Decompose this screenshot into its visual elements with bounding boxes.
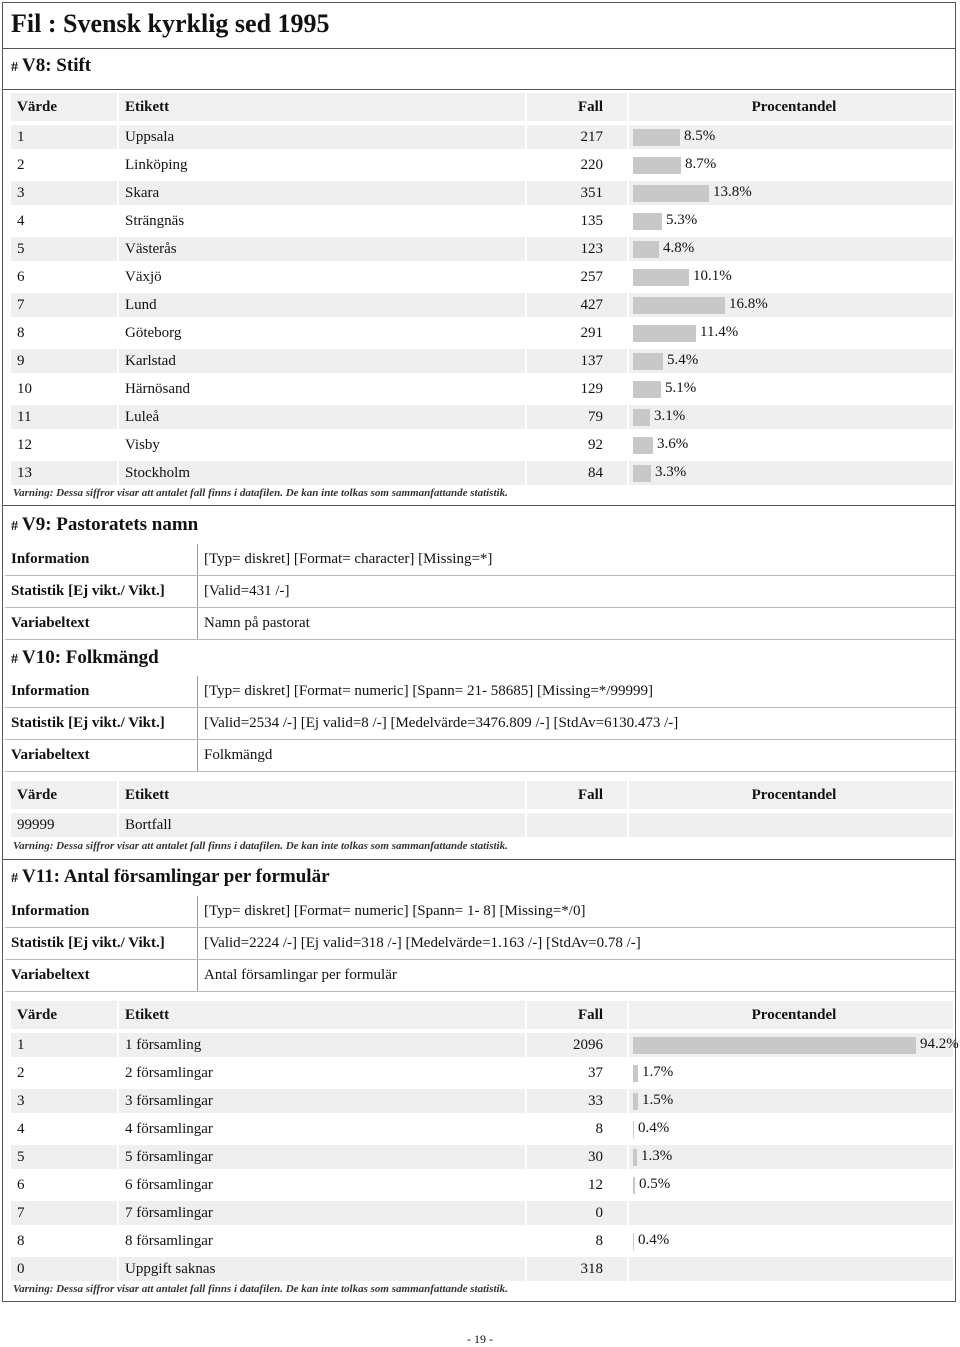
percentage-label: 5.4% (667, 352, 699, 368)
cell-fall: 351 (527, 181, 627, 205)
percentage-bar (633, 213, 662, 230)
cell-varde: 4 (17, 1120, 25, 1137)
hash-mark: # (11, 519, 18, 534)
percentage-label: 4.8% (663, 240, 695, 256)
cell-fall: 8 (595, 1232, 603, 1249)
statistik-label: Statistik [Ej vikt./ Vikt.] (5, 708, 198, 740)
cell-procentandel (629, 153, 953, 177)
cell-varde: 8 (17, 1232, 25, 1249)
cell-procentandel (629, 433, 953, 457)
cell-fall: 84 (527, 461, 627, 485)
cell-fall: 2096 (527, 1033, 627, 1057)
cell-procentandel (629, 209, 953, 233)
table-row (11, 405, 953, 429)
percentage-label: 3.6% (657, 436, 689, 452)
percentage-bar (633, 1093, 638, 1110)
percentage-bar (633, 1065, 638, 1082)
information-value: [Typ= diskret] [Format= numeric] [Spann= 21- 58685] [Missing=*/99999] (198, 676, 956, 708)
header-etikett: Etikett (119, 781, 525, 809)
information-label: Information (5, 544, 198, 576)
divider (3, 48, 955, 49)
cell-varde: 10 (17, 380, 32, 397)
cell-etikett: Västerås (119, 237, 525, 261)
cell-varde: 1 (11, 1033, 117, 1057)
cell-varde: 99999 (11, 813, 117, 837)
cell-procentandel (629, 237, 953, 261)
cell-etikett: Växjö (125, 268, 162, 285)
table-row (11, 1061, 953, 1085)
cell-etikett: Strängnäs (125, 212, 185, 229)
cell-varde: 11 (11, 405, 117, 429)
warning-text: Varning: Dessa siffror visar att antalet fall finns i datafilen. De kan inte tolkas som sammanfattande statistik. (13, 487, 508, 499)
cell-varde: 12 (17, 436, 32, 453)
info-row (5, 576, 955, 608)
variabeltext-value: Antal församlingar per formulär (198, 960, 956, 992)
cell-etikett: Göteborg (125, 324, 182, 341)
section-title-text: V11: Antal församlingar per formulär (22, 866, 330, 887)
percentage-bar (633, 1149, 637, 1166)
percentage-label: 5.3% (666, 212, 698, 228)
cell-etikett: 8 församlingar (125, 1232, 213, 1249)
cell-fall: 137 (527, 349, 627, 373)
cell-etikett: 5 församlingar (119, 1145, 525, 1169)
info-row (5, 708, 955, 740)
cell-procentandel (629, 813, 953, 837)
information-label: Information (5, 896, 198, 928)
cell-procentandel (629, 1061, 953, 1085)
cell-fall: 92 (588, 436, 603, 453)
cell-procentandel (629, 1257, 953, 1281)
percentage-bar (633, 185, 709, 202)
table-row (11, 181, 953, 205)
cell-procentandel (629, 293, 953, 317)
cell-etikett: Luleå (119, 405, 525, 429)
percentage-bar (633, 437, 653, 454)
percentage-bar (633, 353, 663, 370)
cell-procentandel (629, 181, 953, 205)
cell-varde: 3 (11, 181, 117, 205)
table-row (11, 1145, 953, 1169)
percentage-bar (633, 1121, 634, 1138)
table-row (11, 1089, 953, 1113)
percentage-bar (633, 1233, 634, 1250)
cell-varde: 7 (11, 1201, 117, 1225)
cell-procentandel (629, 1201, 953, 1225)
cell-procentandel (629, 349, 953, 373)
info-row (5, 928, 955, 960)
cell-varde: 5 (11, 237, 117, 261)
statistik-label: Statistik [Ej vikt./ Vikt.] (5, 928, 198, 960)
header-varde: Värde (11, 1001, 117, 1029)
cell-fall: 257 (580, 268, 603, 285)
cell-varde: 7 (11, 293, 117, 317)
header-procentandel: Procentandel (629, 93, 953, 121)
table-row (11, 153, 953, 177)
percentage-bar (633, 129, 680, 146)
cell-etikett: Skara (119, 181, 525, 205)
information-label: Information (5, 676, 198, 708)
cell-fall (527, 813, 627, 837)
page-number: - 19 - (467, 1332, 493, 1346)
percentage-bar (633, 409, 650, 426)
statistik-value: [Valid=2224 /-] [Ej valid=318 /-] [Medelvärde=1.163 /-] [StdAv=0.78 /-] (198, 928, 956, 960)
header-etikett: Etikett (119, 1001, 525, 1029)
cell-etikett: Karlstad (119, 349, 525, 373)
cell-etikett: 2 församlingar (125, 1064, 213, 1081)
table-row (11, 293, 953, 317)
section-title-v8 (11, 55, 91, 77)
cell-etikett: 3 församlingar (119, 1089, 525, 1113)
info-row (5, 960, 955, 992)
cell-fall: 12 (588, 1176, 603, 1193)
table-row (11, 265, 953, 289)
header-procentandel: Procentandel (629, 781, 953, 809)
percentage-label: 8.7% (685, 156, 717, 172)
percentage-bar (633, 1037, 916, 1054)
cell-etikett: 1 församling (119, 1033, 525, 1057)
percentage-bar (633, 269, 689, 286)
table-row (11, 349, 953, 373)
cell-varde: 6 (17, 268, 25, 285)
info-row (5, 608, 955, 640)
section-title-text: V8: Stift (22, 55, 92, 76)
cell-fall: 123 (527, 237, 627, 261)
percentage-bar (633, 381, 661, 398)
variabeltext-label: Variabeltext (5, 608, 198, 640)
percentage-label: 5.1% (665, 380, 697, 396)
table-row (11, 1117, 953, 1141)
cell-procentandel (629, 265, 953, 289)
frequency-table-v11 (9, 997, 959, 1285)
info-table-v9 (5, 544, 955, 640)
cell-varde: 3 (11, 1089, 117, 1113)
cell-procentandel (629, 321, 953, 345)
percentage-label: 10.1% (693, 268, 732, 284)
section-title-v10 (11, 647, 159, 669)
cell-etikett: Uppgift saknas (119, 1257, 525, 1281)
percentage-bar (633, 241, 659, 258)
cell-varde: 4 (17, 212, 25, 229)
cell-fall: 135 (580, 212, 603, 229)
percentage-label: 3.3% (655, 464, 687, 480)
hash-mark: # (11, 652, 18, 667)
cell-procentandel (629, 1229, 953, 1253)
cell-fall: 318 (527, 1257, 627, 1281)
cell-procentandel (629, 1117, 953, 1141)
percentage-bar (633, 465, 651, 482)
cell-etikett: Härnösand (125, 380, 190, 397)
table-row (11, 433, 953, 457)
header-varde: Värde (11, 781, 117, 809)
table-row (11, 321, 953, 345)
variabeltext-label: Variabeltext (5, 960, 198, 992)
cell-fall: 37 (588, 1064, 603, 1081)
info-row (5, 896, 955, 928)
cell-procentandel (629, 1145, 953, 1169)
header-fall: Fall (527, 93, 627, 121)
cell-etikett: 4 församlingar (125, 1120, 213, 1137)
frequency-table-v10 (9, 777, 955, 841)
cell-varde: 5 (11, 1145, 117, 1169)
document-frame (2, 2, 959, 1302)
header-fall: Fall (527, 1001, 627, 1029)
cell-etikett: Visby (125, 436, 160, 453)
cell-varde: 2 (17, 156, 25, 173)
cell-varde: 6 (17, 1176, 25, 1193)
cell-etikett: Lund (119, 293, 525, 317)
cell-fall: 33 (527, 1089, 627, 1113)
section-title-v11 (11, 866, 330, 888)
percentage-label: 94.2% (920, 1036, 959, 1052)
cell-fall: 8 (595, 1120, 603, 1137)
cell-varde: 13 (11, 461, 117, 485)
table-row (11, 209, 953, 233)
cell-varde: 9 (11, 349, 117, 373)
warning-text: Varning: Dessa siffror visar att antalet fall finns i datafilen. De kan inte tolkas som sammanfattande statistik. (13, 840, 508, 852)
info-row (5, 740, 955, 772)
header-row (11, 781, 953, 809)
info-row (5, 544, 955, 576)
section-title-text: V10: Folkmängd (22, 647, 159, 668)
cell-etikett: 6 församlingar (125, 1176, 213, 1193)
percentage-label: 11.4% (700, 324, 739, 340)
hash-mark: # (11, 60, 18, 75)
information-value: [Typ= diskret] [Format= numeric] [Spann= 1- 8] [Missing=*/0] (198, 896, 956, 928)
table-row (11, 461, 953, 485)
percentage-label: 1.5% (642, 1092, 674, 1108)
cell-fall: 427 (527, 293, 627, 317)
table-row (11, 1033, 953, 1057)
document-title: Fil : Svensk kyrklig sed 1995 (11, 9, 330, 38)
info-table-v10 (5, 676, 955, 772)
percentage-label: 0.4% (638, 1120, 670, 1136)
percentage-label: 1.7% (642, 1064, 674, 1080)
cell-fall: 30 (527, 1145, 627, 1169)
cell-etikett: Linköping (125, 156, 188, 173)
table-row (11, 237, 953, 261)
table-row (11, 1257, 953, 1281)
cell-etikett: Uppsala (119, 125, 525, 149)
cell-varde: 0 (11, 1257, 117, 1281)
cell-etikett: Stockholm (119, 461, 525, 485)
variabeltext-value: Namn på pastorat (198, 608, 956, 640)
statistik-value: [Valid=431 /-] (198, 576, 956, 608)
cell-fall: 79 (527, 405, 627, 429)
section-title-text: V9: Pastoratets namn (22, 514, 199, 535)
cell-fall: 217 (527, 125, 627, 149)
percentage-label: 8.5% (684, 128, 716, 144)
cell-varde: 8 (17, 324, 25, 341)
table-row (11, 813, 953, 837)
percentage-bar (633, 325, 696, 342)
variabeltext-value: Folkmängd (198, 740, 956, 772)
cell-procentandel (629, 377, 953, 401)
header-varde: Värde (11, 93, 117, 121)
percentage-bar (633, 1177, 635, 1194)
information-value: [Typ= diskret] [Format= character] [Missing=*] (198, 544, 956, 576)
cell-varde: 2 (17, 1064, 25, 1081)
header-etikett: Etikett (119, 93, 525, 121)
cell-etikett: 7 församlingar (119, 1201, 525, 1225)
cell-procentandel (629, 1033, 959, 1057)
header-procentandel: Procentandel (629, 1001, 953, 1029)
percentage-label: 3.1% (654, 408, 686, 424)
percentage-label: 0.4% (638, 1232, 670, 1248)
cell-fall: 291 (580, 324, 603, 341)
cell-procentandel (629, 1173, 953, 1197)
header-fall: Fall (527, 781, 627, 809)
hash-mark: # (11, 871, 18, 886)
cell-procentandel (629, 405, 953, 429)
info-table-v11 (5, 896, 955, 992)
percentage-label: 13.8% (713, 184, 752, 200)
statistik-value: [Valid=2534 /-] [Ej valid=8 /-] [Medelvärde=3476.809 /-] [StdAv=6130.473 /-] (198, 708, 956, 740)
frequency-table-v8 (9, 89, 955, 489)
section-title-v9 (11, 514, 198, 536)
warning-text: Varning: Dessa siffror visar att antalet fall finns i datafilen. De kan inte tolkas som sammanfattande statistik. (13, 1283, 508, 1295)
table-row (11, 377, 953, 401)
divider (3, 859, 955, 860)
header-row (11, 93, 953, 121)
percentage-label: 1.3% (641, 1148, 673, 1164)
table-row (11, 1201, 953, 1225)
percentage-label: 16.8% (729, 296, 768, 312)
percentage-bar (633, 297, 725, 314)
table-row (11, 125, 953, 149)
cell-procentandel (629, 1089, 953, 1113)
statistik-label: Statistik [Ej vikt./ Vikt.] (5, 576, 198, 608)
header-row (11, 1001, 953, 1029)
cell-fall: 129 (580, 380, 603, 397)
table-row (11, 1229, 953, 1253)
table-row (11, 1173, 953, 1197)
percentage-label: 0.5% (639, 1176, 671, 1192)
cell-procentandel (629, 461, 953, 485)
percentage-bar (633, 157, 681, 174)
cell-etikett: Bortfall (119, 813, 525, 837)
cell-fall: 0 (527, 1201, 627, 1225)
variabeltext-label: Variabeltext (5, 740, 198, 772)
info-row (5, 676, 955, 708)
cell-fall: 220 (580, 156, 603, 173)
cell-procentandel (629, 125, 953, 149)
divider (3, 505, 955, 506)
cell-varde: 1 (11, 125, 117, 149)
